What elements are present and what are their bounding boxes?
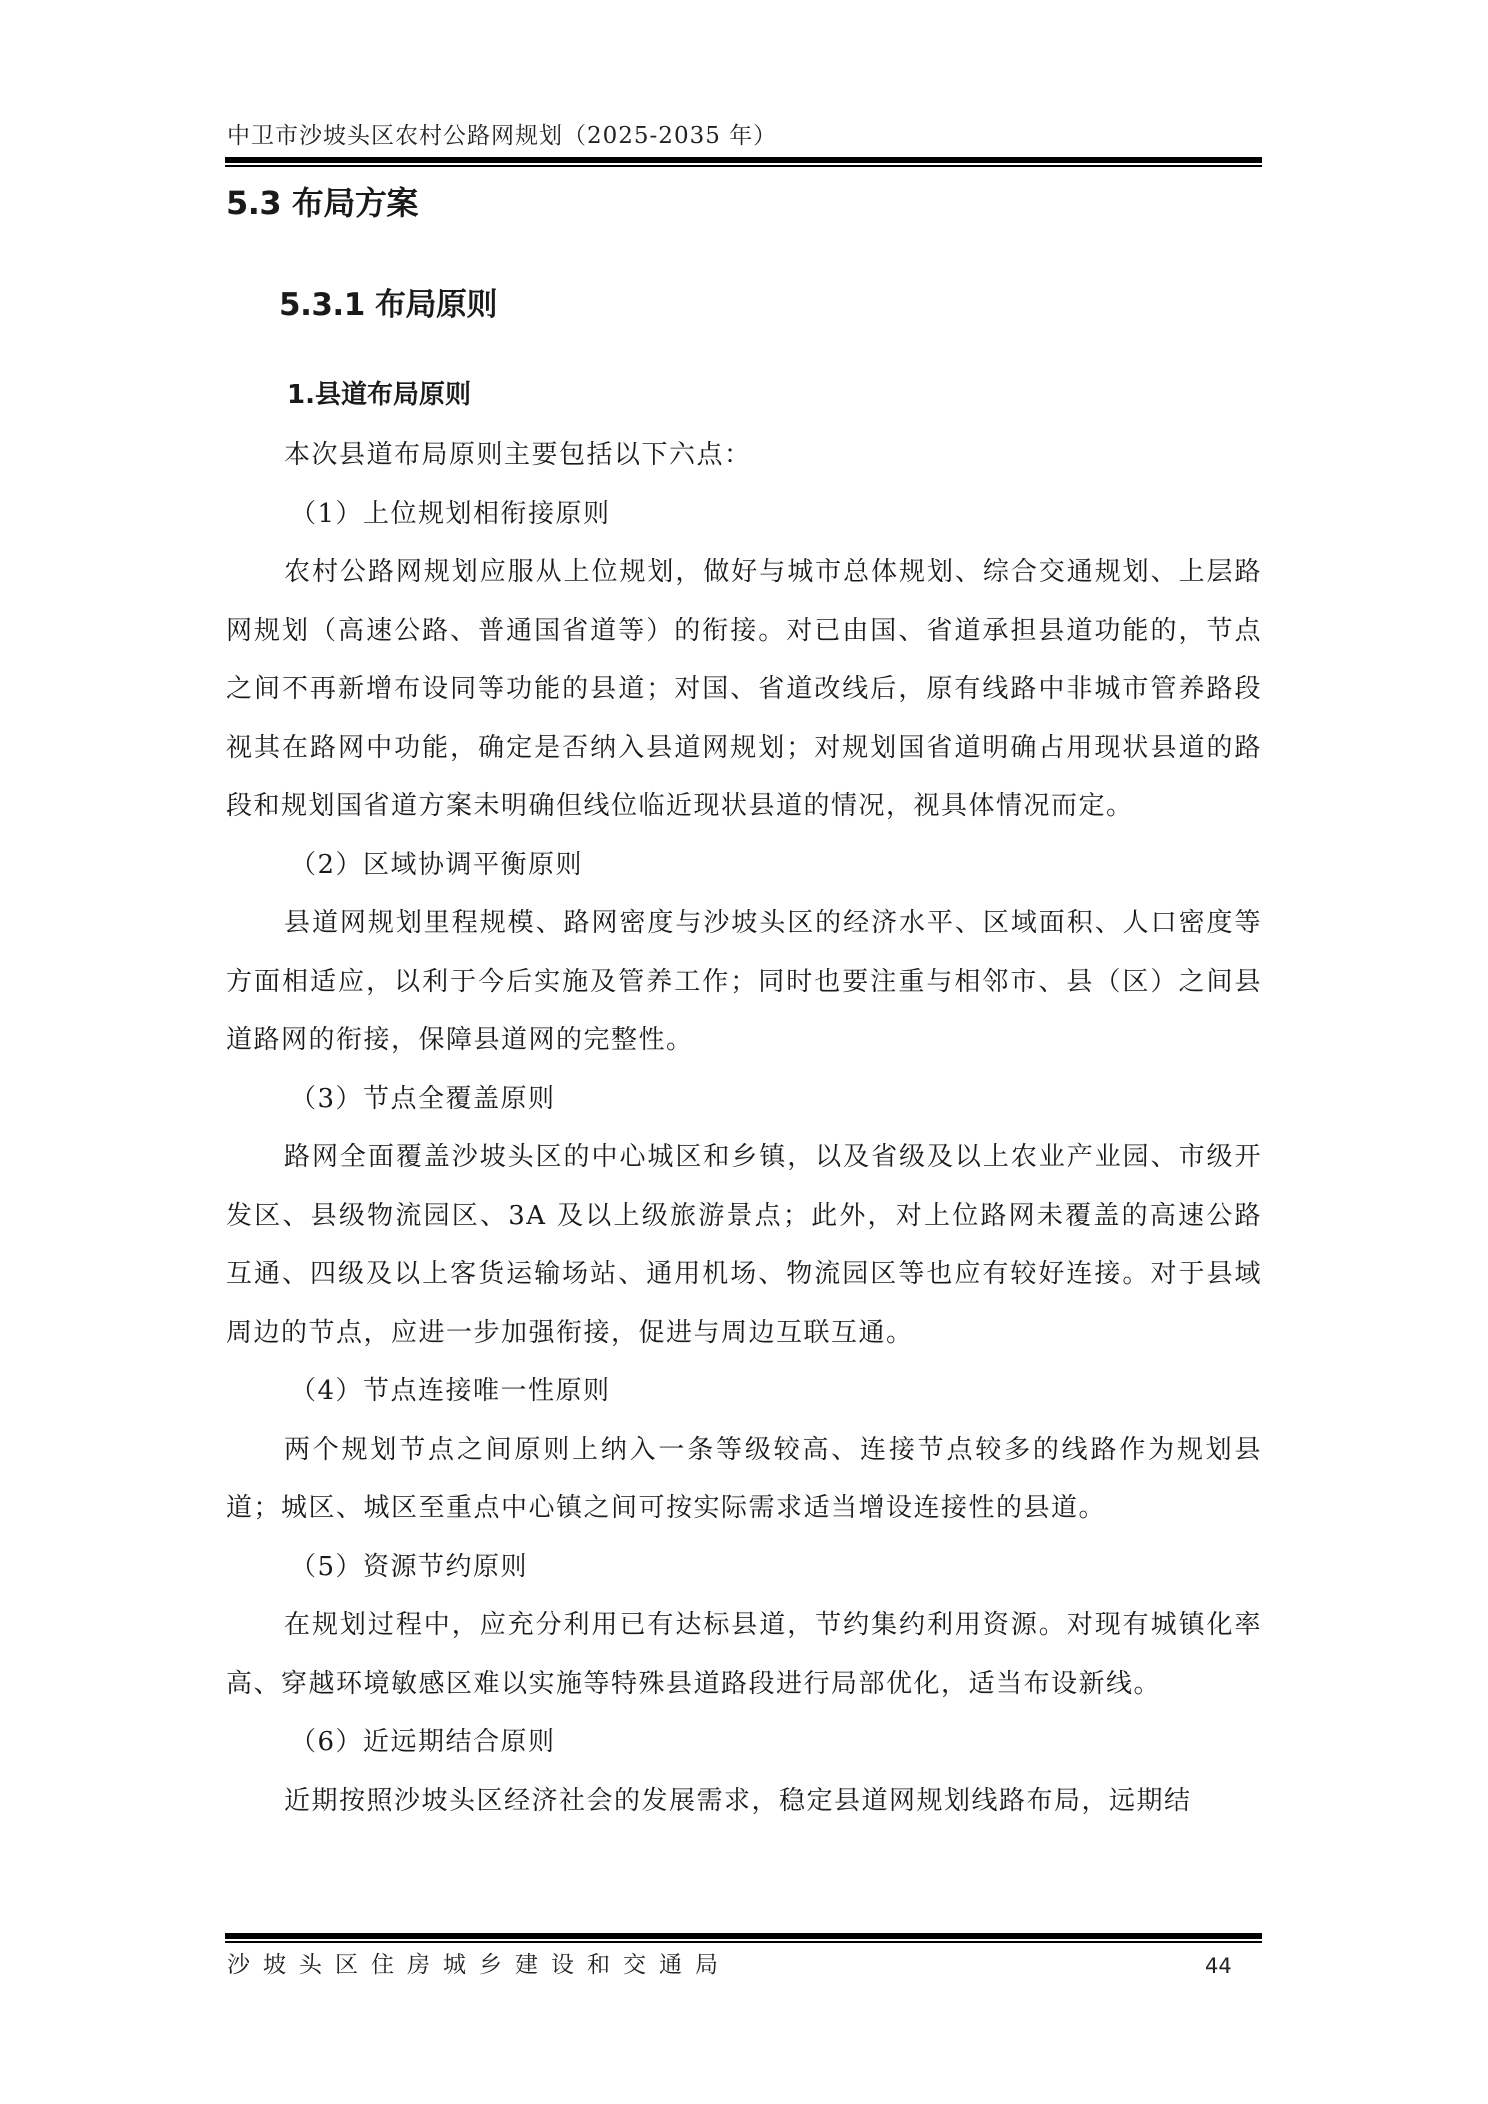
principle-heading-5: （5）资源节约原则 — [290, 1551, 529, 1582]
section-heading: 5.3 布局方案 — [226, 184, 418, 222]
principle-paragraph-1: 农村公路网规划应服从上位规划，做好与城市总体规划、综合交通规划、上层路网规划（高速公路、普通国省道等）的衔接。对已由国、省道承担县道功能的，节点之间不再新增布设同等功能的县道；对国、省道改线后，原有线路中非城市管养路段视其在路网中功能，确定是否纳入县道网规划；对规划国省道明确占用现状县道的路段和规划国省道方案未明确但线位临近现状县道的情况，视具体情况而定。 — [226, 557, 1262, 821]
principle-paragraph-4: 两个规划节点之间原则上纳入一条等级较高、连接节点较多的线路作为规划县道；城区、城区至重点中心镇之间可按实际需求适当增设连接性的县道。 — [226, 1434, 1262, 1523]
intro-paragraph: 本次县道布局原则主要包括以下六点： — [284, 440, 752, 470]
header-rule-thin — [225, 165, 1262, 167]
principle-heading-6: （6）近远期结合原则 — [290, 1727, 556, 1757]
item-heading: 1.县道布局原则 — [287, 380, 471, 410]
footer-organization: 沙坡头区住房城乡建设和交通局 — [227, 1952, 731, 1978]
footer-rule-thin — [225, 1941, 1262, 1943]
page-number: 44 — [1205, 1954, 1232, 1978]
principle-paragraph-3: 路网全面覆盖沙坡头区的中心城区和乡镇，以及省级及以上农业产业园、市级开发区、县级物流园区、3A 及以上级旅游景点；此外，对上位路网未覆盖的高速公路互通、四级及以上客货运输场站、通用机场、物流园区等也应有较好连接。对于县域周边的节点，应进一步加强衔接，促进与周边互联互通。 — [226, 1142, 1262, 1348]
principle-heading-4: （4）节点连接唯一性原则 — [290, 1376, 611, 1406]
principle-paragraph-2: 县道网规划里程规模、路网密度与沙坡头区的经济水平、区域面积、人口密度等方面相适应，以利于今后实施及管养工作；同时也要注重与相邻市、县（区）之间县道路网的衔接，保障县道网的完整性。 — [226, 908, 1262, 1055]
principle-heading-1: （1）上位规划相衔接原则 — [290, 498, 611, 529]
principle-heading-2: （2）区域协调平衡原则 — [290, 849, 584, 880]
principle-heading-3: （3）节点全覆盖原则 — [290, 1083, 556, 1114]
footer-rule-thick — [225, 1933, 1262, 1939]
body-text — [226, 426, 1262, 1830]
header-rule-thick — [225, 157, 1262, 163]
page-header-title: 中卫市沙坡头区农村公路网规划（2025-2035 年） — [227, 123, 778, 149]
principle-paragraph-6: 近期按照沙坡头区经济社会的发展需求，稳定县道网规划线路布局，远期结 — [284, 1785, 1192, 1816]
principle-paragraph-5: 在规划过程中，应充分利用已有达标县道，节约集约利用资源。对现有城镇化率高、穿越环境敏感区难以实施等特殊县道路段进行局部优化，适当布设新线。 — [226, 1610, 1262, 1699]
subsection-heading: 5.3.1 布局原则 — [279, 287, 498, 323]
